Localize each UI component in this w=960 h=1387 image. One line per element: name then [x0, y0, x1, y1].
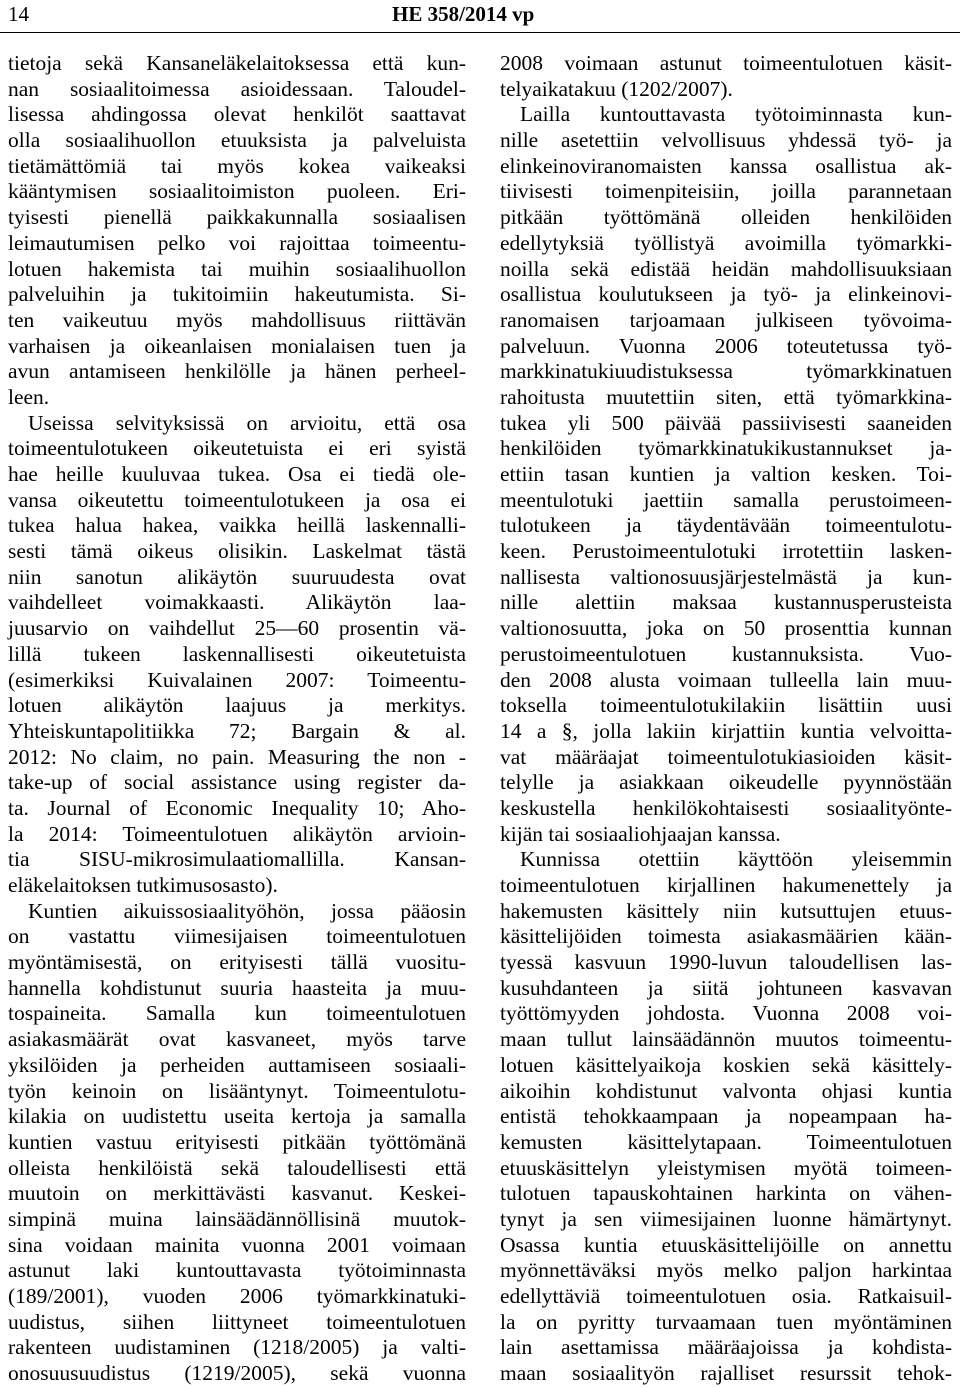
text-line: Kunnissa otettiin käyttöön yleisemmin	[520, 847, 952, 872]
text-line: la on pyritty turvaamaan tuen myöntäminen	[500, 1309, 952, 1334]
text-line: vansa oikeutettu toimeentulotukeen ja osa ei	[8, 487, 466, 512]
text-line: sesti tämä oikeus olisikin. Laskelmat tästä	[8, 539, 466, 564]
text-line: maan sosiaalityön rajalliset resurssit tehok-	[500, 1361, 952, 1386]
text-line: osallistua koulutukseen ja työ- ja elinkeinovi-	[500, 282, 952, 307]
text-line: keen. Perustoimeentulotuki irrotettiin lasken-	[500, 539, 952, 564]
text-line: 14 a §, jolla lakiin kirjattiin kuntia velvoitta-	[500, 718, 952, 743]
text-line: take-up of social assistance using register da-	[8, 770, 466, 795]
text-line: muutoin on merkittävästi kasvanut. Keskei-	[8, 1181, 466, 1206]
text-line: kuntien vastuu erityisesti pitkään työttömänä	[8, 1129, 466, 1154]
text-line: kijän tai sosiaaliohjaajan kanssa.	[500, 821, 781, 846]
text-line: tospaineita. Samalla kun toimeentulotuen	[8, 1001, 466, 1026]
text-line: ta. Journal of Economic Inequality 10; Aho-	[8, 795, 466, 820]
text-line: työn keinoin on lisääntynyt. Toimeentulotu-	[8, 1078, 466, 1103]
text-line: onosuusuudistus (1219/2005), sekä vuonna	[8, 1361, 466, 1386]
text-line: ranomaisen tarjoamaan julkiseen työvoima-	[500, 307, 952, 332]
text-line: simpinä muina lainsäädännöllisinä muutok-	[8, 1206, 466, 1231]
text-line: nille alettiin maksaa kustannusperusteista	[500, 590, 952, 615]
text-line: tyisesti pienellä paikkakunnalla sosiaalisen	[8, 205, 466, 230]
text-line: varhaisen ja oikeanlaisen monialaisen tuen ja	[8, 333, 466, 358]
text-line: on vastattu viimesijaisen toimeentulotuen	[8, 924, 466, 949]
text-line: nallisesta valtionosuusjärjestelmästä ja kun-	[500, 564, 952, 589]
text-line: asiakasmäärät ovat kasvaneet, myös tarve	[8, 1027, 466, 1052]
text-line: Osassa kuntia etuuskäsittelijöille on annettu	[500, 1232, 952, 1257]
text-line: markkinatukiuudistuksessa työmarkkinatuen	[500, 359, 952, 384]
text-line: elinkeinoviranomaisten kanssa osallistua ak-	[500, 153, 952, 178]
text-line: 2008 voimaan astunut toimeentulotuen käsit-	[500, 51, 952, 75]
text-line: Lailla kuntouttavasta työtoiminnasta kun-	[520, 102, 952, 127]
text-line: hakemusten käsittely niin kutsuttujen etuus-	[500, 898, 952, 923]
text-line: 2012: No claim, no pain. Measuring the non -	[8, 744, 466, 769]
text-line: nan sosiaalitoimessa asioidessaan. Taloudel-	[8, 76, 466, 101]
text-line: tulotuen tapauskohtainen harkinta on vähen-	[500, 1181, 952, 1206]
text-line: eläkelaitoksen tutkimusosasto).	[8, 873, 278, 897]
text-line: tulotukeen ja täydentävään toimeentulotu-	[500, 513, 952, 538]
document-id: HE 358/2014 vp	[392, 2, 535, 26]
text-line: avun antamiseen henkilölle ja hänen perheel-	[8, 359, 466, 384]
page-header	[0, 0, 960, 34]
text-line: pitkään työttömänä olleiden henkilöiden	[500, 205, 952, 230]
text-line: kilakia on uudistettu useita kertoja ja samalla	[8, 1104, 466, 1129]
text-line: lotuen hakemista tai muihin sosiaalihuollon	[8, 256, 466, 281]
text-line: tukea halua hakea, vaikka heillä laskennalli-	[8, 513, 466, 538]
text-line: olleista henkilöistä sekä taloudellisesti että	[8, 1155, 466, 1180]
text-line: astunut laki kuntouttavasta työtoiminnasta	[8, 1258, 466, 1283]
text-line: maan tullut lainsäädännön muutos toimeentu-	[500, 1027, 952, 1052]
text-line: edellyttäviä toimeentulotuen osia. Ratkaisuil-	[500, 1284, 952, 1308]
text-line: valtionosuutta, joka on 50 prosenttia kunnan	[500, 616, 952, 641]
text-line: tietämättömiä tai myös kokea vaikeaksi	[8, 153, 466, 178]
text-line: yksilöiden ja perheiden auttamiseen sosiaali-	[8, 1052, 466, 1077]
text-line: Yhteiskuntapolitiikka 72; Bargain & al.	[8, 718, 466, 743]
text-line: toimeentulotukeen oikeutetuista ei eri syistä	[8, 436, 466, 461]
text-line: aikoihin kohdistunut valvonta ohjasi kuntia	[500, 1078, 952, 1103]
text-line: leen.	[8, 384, 50, 409]
text-line: hae heille kuuluvaa tukea. Osa ei tiedä ole-	[8, 462, 466, 486]
text-line: henkilöiden työmarkkinatukikustannukset ja-	[500, 436, 952, 461]
text-line: myöntämisestä, on erityisesti tällä vuositu-	[8, 950, 466, 975]
text-line: Useissa selvityksissä on arvioitu, että osa	[28, 410, 466, 435]
text-line: vaihdelleet voimakkaasti. Alikäytön laa-	[8, 590, 466, 615]
left-column	[8, 51, 466, 1387]
text-line: tia SISU-mikrosimulaatiomallilla. Kansan-	[8, 847, 466, 872]
text-line: palveluun. Vuonna 2006 toteutetussa työ-	[500, 333, 952, 358]
text-line: keskustella henkilökohtaisesti sosiaalityönte-	[500, 795, 952, 820]
text-line: leimautumisen pelko voi rajoittaa toimeentu-	[8, 230, 466, 255]
text-line: la 2014: Toimeentulotuen alikäytön arvioin-	[8, 821, 466, 846]
text-line: lotuen käsittelyaikoja koskien sekä käsittely-	[500, 1052, 952, 1077]
text-line: edellytyksiä työllistyä avoimilla työmarkki-	[500, 230, 952, 255]
text-line: lotuen alikäytön laajuus ja merkitys.	[8, 693, 466, 718]
text-line: entistä tehokkaampaan ja nopeampaan ha-	[500, 1104, 952, 1129]
text-line: perustoimeentulotuen kustannuksista. Vuo-	[500, 641, 952, 666]
text-line: tukea yli 500 päivää passiivisesti saaneiden	[500, 410, 952, 435]
text-line: toksella toimeentulotukilakiin lisättiin uusi	[500, 693, 952, 718]
text-line: ettiin tasan kuntien ja valtion kesken. Toi-	[500, 462, 952, 486]
text-line: kusuhdanteen ja siitä johtuneen kasvavan	[500, 975, 952, 1000]
text-line: rakenteen uudistaminen (1218/2005) ja valti-	[8, 1335, 466, 1360]
text-line: juusarvio on vaihdellut 25—60 prosentin vä-	[8, 616, 466, 641]
header-rule	[0, 32, 960, 33]
text-line: telyaikatakuu (1202/2007).	[500, 76, 733, 101]
text-line: nille asetettiin velvollisuus yhdessä työ- ja	[500, 128, 952, 153]
text-line: lain asettamissa määräajoissa ja kohdista-	[500, 1335, 952, 1360]
text-line: lisessa ahdingossa olevat henkilöt saattavat	[8, 102, 466, 127]
text-line: toimeentulotuen kirjallinen hakumenettely ja	[500, 873, 952, 897]
text-line: tiivisesti toimenpiteisiin, joilla parannetaan	[500, 179, 952, 204]
text-line: työttömyyden johdosta. Vuonna 2008 voi-	[500, 1001, 952, 1026]
text-line: sina voidaan mainita vuonna 2001 voimaan	[8, 1232, 466, 1257]
text-line: myönnettäväksi myös melko paljon harkintaa	[500, 1258, 952, 1283]
text-line: käsittelijöiden toimesta asiakasmäärien kään-	[500, 924, 952, 949]
text-line: niin sanotun alikäytön suuruudesta ovat	[8, 564, 466, 589]
text-line: tyessä kasvuun 1990-luvun taloudellisen las-	[500, 950, 952, 975]
text-line: hannella kohdistunut suuria haasteita ja muu-	[8, 975, 466, 1000]
text-line: (189/2001), vuoden 2006 työmarkkinatuki-	[8, 1284, 466, 1308]
text-line: den 2008 alusta voimaan tulleella lain muu-	[500, 667, 952, 692]
text-line: lillä tukeen laskennallisesti oikeutetuista	[8, 641, 466, 666]
text-line: tynyt ja sen viimesijainen luonne hämärtynyt.	[500, 1206, 952, 1231]
right-column	[500, 51, 952, 1387]
text-line: kääntymisen sosiaalitoimiston puoleen. Eri-	[8, 179, 466, 204]
text-line: olla sosiaalihuollon etuuksista ja palveluista	[8, 128, 466, 153]
text-line: telylle ja asiakkaan oikeudelle pyynnöstään	[500, 770, 952, 795]
text-line: noilla sekä edistää heidän mahdollisuuksiaan	[500, 256, 952, 281]
text-line: tietoja sekä Kansaneläkelaitoksessa että kun-	[8, 51, 466, 75]
text-line: palveluihin ja tukitoimiin hakeutumista. Si-	[8, 282, 466, 307]
text-line: rahoitusta muutettiin siten, että työmarkkina-	[500, 384, 952, 409]
text-line: uudistus, siihen liittyneet toimeentulotuen	[8, 1309, 466, 1334]
text-line: etuuskäsittelyn yleistymisen myötä toimeen-	[500, 1155, 952, 1180]
text-line: kemusten käsittelytapaan. Toimeentulotuen	[500, 1129, 952, 1154]
text-line: (esimerkiksi Kuivalainen 2007: Toimeentu-	[8, 667, 466, 692]
text-line: ten vaikeutuu myös mahdollisuus riittävän	[8, 307, 466, 332]
page-number: 14	[8, 2, 29, 26]
text-line: vat määräajat toimeentulotukiasioiden käsit-	[500, 744, 952, 769]
text-line: meentulotuki jaettiin samalla perustoimeen-	[500, 487, 952, 512]
text-line: Kuntien aikuissosiaalityöhön, jossa pääosin	[28, 898, 466, 923]
